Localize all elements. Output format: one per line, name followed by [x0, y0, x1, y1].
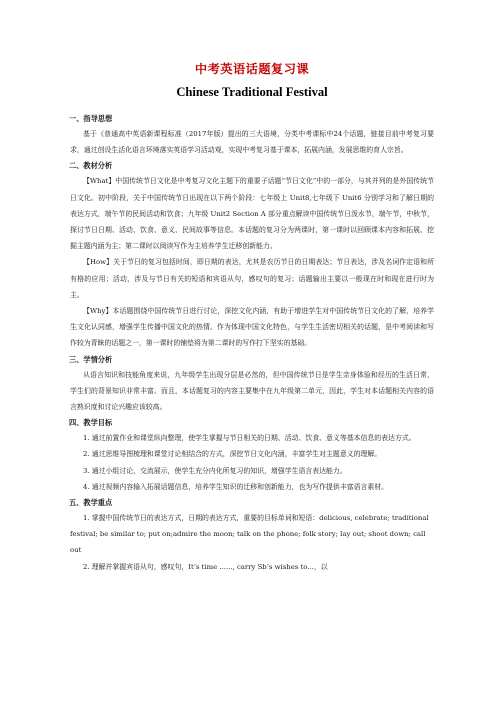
list-item: 2. 理解并掌握宾语从句，感叹句，It’s time ......, carry Sb’s wishes to...，以 [83, 562, 328, 571]
section-heading: 三、学情分析 [69, 354, 113, 364]
section-heading: 五、教学重点 [69, 498, 113, 508]
list-item: 2. 通过思维导图梳理和课堂讨论相结合的方式，深挖节日文化内涵，丰富学生对主题意义的理解。 [83, 450, 382, 459]
document-subtitle: Chinese Traditional Festival [176, 85, 328, 99]
document-title: 中考英语话题复习课 [194, 62, 310, 76]
list-item: 1. 通过前置作业和课堂纵向整理，使学生掌握与节日相关的日期、活动、饮食、意义等基本信息的表达方式。 [83, 434, 416, 443]
paragraph: 基于《普通高中英语新课程标准（2017年版）提出的三大语境，分类中考课标中24个话题，链接目前中考复习要求，通过创设生活化语言环境落实英语学习活动观，实现中考复习基于课本，拓展内涵，发展思维的育人宗旨。 [70, 130, 434, 155]
section-heading: 四、教学目标 [69, 418, 113, 428]
list-item: 4. 通过视频内容输入拓展话题信息，培养学生知识的迁移和创新能力，也为写作提供丰富语言素材。 [83, 482, 389, 491]
paragraph: 从语言知识和技能角度来说，九年级学生出现分层是必然的，但中国传统节日是学生亲身体验和经历的生活日常，学生们的背景知识非常丰富。而且，本话题复习的内容主要集中在九年级第二单元，因此，学生对本话题相关内容的语言熟识度和讨论兴趣应该较高。 [70, 370, 434, 412]
list-item: 1. 掌握中国传统节日的表达方式，日期的表达方式，重要的目标单词和短语：delicious, celebrate; traditional festival; be similar to; put on;admire the moon; talk on the phone; folk story; lay out; shoot down; call out [70, 514, 429, 555]
paragraph: 【What】中国传统节日文化是中考复习文化主题下的重要子话题“节日文化”中的一部分，与其并列的是外国传统节日文化。初中阶段，关于中国传统节日出现在以下两个阶段：七年级上 Unit8,七年级下 Unit6 分别学习和了解日期的表达方式，端午节的民间活动和饮食；九年级 Unit2 Section A 部分重点解读中国传统节日泼水节，端午节，中秋节，探讨节日日期、活动、饮食、意义、民间故事等信息。本话题的复习分为两课时，第一课时以回顾课本内容和拓展、挖掘主题内涵为主；第二课时以阅读写作为主培养学生迁移创新能力。 [70, 177, 434, 251]
paragraph: 【Why】本话题围绕中国传统节日进行讨论，深挖文化内涵，有助于增进学生对中国传统节日文化的了解，培养学生文化认同感，增强学生传播中国文化的热情。作为体现中国文化特色，与学生生活密切相关的话题，是中考阅读和写作较为青睐的话题之一，第一课时的铺垫将为第二课时的写作打下坚实的基础。 [70, 307, 434, 348]
section-heading: 一、指导思想 [69, 114, 113, 123]
paragraph: 【How】关于节日的复习包括时间，即日期的表达，尤其是农历节日的日期表达；节日表达，涉及名词作定语和所有格的应用；活动，涉及与节日有关的短语和宾语从句，感叹句的复习；话题输出主要以一般现在时和现在进行时为主。 [70, 258, 434, 299]
list-item: 3. 通过小组讨论，交流展示，使学生充分内化所复习的知识，增强学生语言表达能力。 [83, 466, 347, 475]
section-heading: 二、教材分析 [69, 161, 113, 171]
